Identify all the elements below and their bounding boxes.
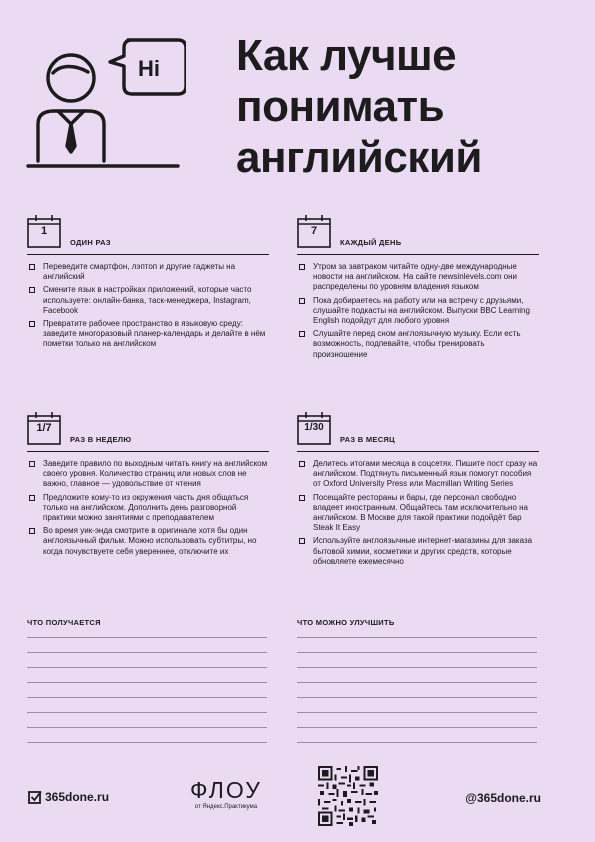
- flow-logo: [190, 778, 262, 810]
- list-item: Предложите кому-то из окружения часть дня общаться только на английском. Дополнить день разговорной практики можно занятиями с преподавателем: [27, 493, 269, 524]
- notes-what-works: [27, 618, 267, 757]
- person-speech-illustration: [26, 36, 186, 170]
- checkbox-icon: [299, 495, 305, 501]
- checkbox-icon: [29, 528, 35, 534]
- list-item: Слушайте перед сном англоязычную музыку. Если есть возможность, подпевайте, чтобы тренировать произношение: [297, 329, 539, 360]
- notes-title: ЧТО МОЖНО УЛУЧШИТЬ: [297, 618, 395, 627]
- list-item: Делитесь итогами месяца в соцсетях. Пишите пост сразу на английском. Подтянуть письменный язык помогут пособия от Oxford University Press или Macmillan Writing Series: [297, 459, 539, 490]
- tips-list: [27, 459, 269, 557]
- writing-lines[interactable]: [27, 637, 267, 757]
- title-line: понимать: [236, 82, 445, 131]
- checkbox-icon: [29, 321, 35, 327]
- list-item: Смените язык в настройках приложений, которые часто используете: онлайн-банка, таск-менеджера, Instagram, Facebook: [27, 285, 269, 316]
- person-head-icon: [48, 55, 94, 101]
- checkbox-icon: [299, 264, 305, 270]
- section-monthly: [297, 411, 539, 570]
- list-item: Превратите рабочее пространство в языковую среду: заведите многоразовый планер-календарь и делайте в нём пометки только на английском: [27, 319, 269, 350]
- notes-title: ЧТО ПОЛУЧАЕТСЯ: [27, 618, 101, 627]
- checkbox-icon: [299, 331, 305, 337]
- checkbox-icon: [299, 538, 305, 544]
- tips-list: [297, 262, 539, 360]
- tips-list: [27, 262, 269, 350]
- calendar-label: 1/7: [36, 422, 52, 434]
- checkbox-icon: [29, 264, 35, 270]
- bubble-text: Hi: [138, 56, 160, 81]
- writing-lines[interactable]: [297, 637, 537, 757]
- list-item: Посещайте рестораны и бары, где персонал свободно владеет иностранным. Общайтесь там исключительно на английском. В Москве для такой практики подойдёт бар Steak It Easy: [297, 493, 539, 534]
- brand-name: ФЛОУ: [190, 777, 262, 803]
- social-handle[interactable]: @365done.ru: [465, 791, 541, 805]
- section-title: ОДИН РАЗ: [70, 238, 111, 247]
- tips-list: [297, 459, 539, 567]
- section-title: КАЖДЫЙ ДЕНЬ: [340, 238, 402, 247]
- section-title: РАЗ В НЕДЕЛЮ: [70, 435, 132, 444]
- section-daily: [297, 214, 539, 363]
- qr-code-icon: [318, 766, 378, 826]
- section-divider: [27, 254, 269, 255]
- section-divider: [297, 254, 539, 255]
- section-title: РАЗ В МЕСЯЦ: [340, 435, 395, 444]
- section-divider: [297, 451, 539, 452]
- notes-what-to-improve: [297, 618, 537, 757]
- list-item: Утром за завтраком читайте одну-две международные новости на английском. На сайте newsinlevels.com они распределены по уровням владения языком: [297, 262, 539, 293]
- site-link[interactable]: [28, 790, 109, 804]
- title-line: Как лучше: [236, 31, 457, 80]
- calendar-label: 1/30: [304, 422, 324, 433]
- calendar-label: 1: [40, 225, 48, 237]
- checkbox-icon: [299, 461, 305, 467]
- list-item: Во время уик-энда смотрите в оригинале хотя бы один англоязычный фильм. Можно использовать субтитры, но когда почувствуете себя увереннее, отключите их: [27, 526, 269, 557]
- list-item: Переведите смартфон, лэптоп и другие гаджеты на английский: [27, 262, 269, 282]
- list-item: Используйте англоязычные интернет-магазины для заказа бытовой химии, косметики и других средств, которые обновляете ежемесячно: [297, 536, 539, 567]
- page-title: [236, 30, 576, 183]
- checkbox-icon: [29, 495, 35, 501]
- list-item: Пока добираетесь на работу или на встречу с друзьями, слушайте подкасты на английском. Выпуски BBC Learning English подойдут для любого уровня: [297, 296, 539, 327]
- section-divider: [27, 451, 269, 452]
- checkbox-icon: [29, 461, 35, 467]
- brand-subtitle: от Яндекс.Практикума: [194, 804, 258, 810]
- section-once: [27, 214, 269, 353]
- checkbox-icon: [29, 287, 35, 293]
- site-text: 365done.ru: [45, 790, 110, 804]
- calendar-label: 7: [310, 225, 318, 237]
- checkbox-check-icon: [28, 790, 42, 804]
- list-item: Заведите правило по выходным читать книгу на английском своего уровня. Количество страниц или новых слов не важно, главное — удовольствие от чтения: [27, 459, 269, 490]
- section-weekly: [27, 411, 269, 560]
- checkbox-icon: [299, 298, 305, 304]
- title-line: английский: [236, 133, 482, 182]
